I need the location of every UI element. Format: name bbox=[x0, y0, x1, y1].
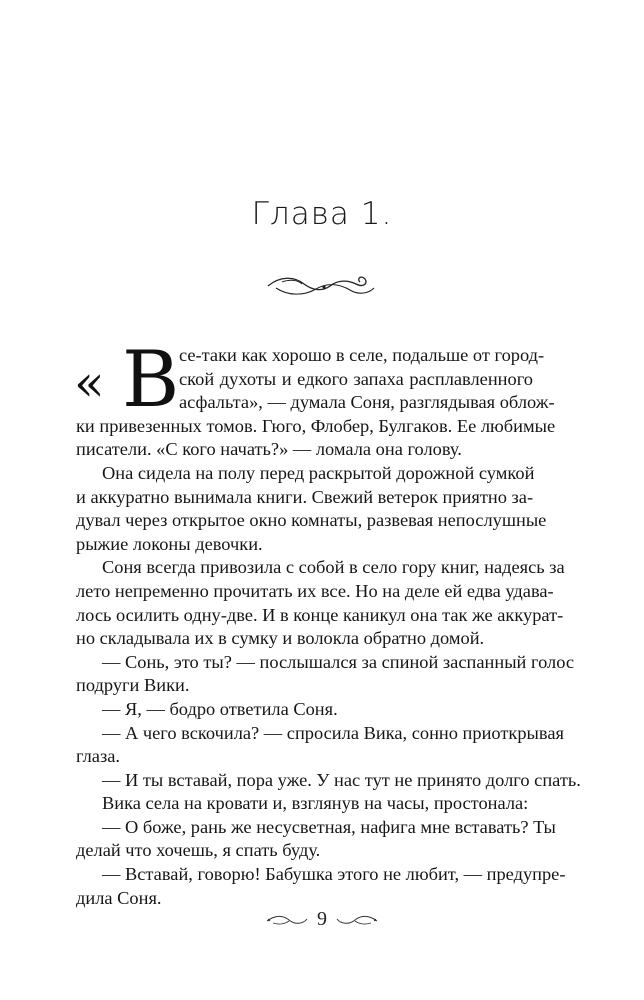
paragraph bbox=[76, 462, 547, 556]
text-line: Соня всегда привозила с собой в село гору книг, надеясь за bbox=[102, 557, 565, 578]
text-line: и аккуратно вынимала книги. Свежий ветерок приятно за- bbox=[76, 486, 534, 507]
paragraph bbox=[76, 556, 565, 650]
text-line: се-таки как хорошо в селе, подальше от город- bbox=[179, 345, 545, 365]
text-line: глаза. bbox=[76, 746, 120, 767]
text-line: лось осилить одну-две. И в конце каникул она так же аккурат- bbox=[76, 604, 564, 625]
text-line: асфальта», — думала Соня, разглядывая облож- bbox=[179, 392, 555, 413]
flourish-ornament-icon bbox=[264, 270, 378, 300]
text-line: Вика села на кровати и, взглянув на часы, простонала: bbox=[102, 793, 529, 814]
paragraph bbox=[76, 863, 566, 910]
paragraph bbox=[76, 722, 564, 769]
text-line: — А чего вскочила? — спросила Вика, сонно приоткрывая bbox=[102, 722, 564, 743]
text-line: дувал через открытое окно комнаты, развевая непослушные bbox=[76, 510, 547, 531]
text-line: подруги Вики. bbox=[76, 675, 190, 696]
page-number: 9 bbox=[317, 908, 327, 930]
text-line: ки привезенных томов. Гюго, Флобер, Булгаков. Ее любимые bbox=[76, 415, 556, 436]
text-line: делай что хочешь, я спать буду. bbox=[76, 840, 321, 861]
text-line: — Вставай, говорю! Бабушка этого не любит, — предупре- bbox=[102, 864, 566, 885]
text-line: дила Соня. bbox=[76, 887, 162, 908]
footer-flourish-right-icon bbox=[335, 913, 379, 927]
text-line: — О боже, рань же несусветная, нафига мне вставать? Ты bbox=[102, 816, 556, 837]
text-line: рыжие локоны девочки. bbox=[76, 533, 263, 554]
paragraph bbox=[76, 816, 556, 863]
paragraph bbox=[76, 651, 575, 698]
paragraph bbox=[76, 769, 581, 793]
text-line: — Я, — бодро ответила Соня. bbox=[102, 698, 338, 719]
folio-group bbox=[265, 908, 379, 931]
text-line: — И ты вставай, пора уже. У нас тут не принято долго спать. bbox=[102, 769, 581, 790]
dropcap-letter: В bbox=[122, 335, 180, 425]
dropcap-paragraph bbox=[74, 335, 555, 425]
footer-flourish-left-icon bbox=[265, 913, 309, 927]
dropcap-quote-mark: « bbox=[74, 354, 105, 412]
text-line: лето непременно прочитать их все. Но на деле ей едва удава- bbox=[76, 580, 554, 601]
dropcap-lines bbox=[179, 344, 555, 415]
chapter-title: Глава 1. bbox=[251, 196, 393, 232]
text-line: Она сидела на полу перед раскрытой дорожной сумкой bbox=[102, 462, 535, 483]
text-line: писатели. «С кого начать?» — ломала она голову. bbox=[76, 439, 462, 460]
paragraph bbox=[76, 698, 533, 722]
paragraph bbox=[76, 792, 533, 816]
page-footer bbox=[0, 908, 644, 936]
text-line: ской духоты и едкого запаха расплавленного bbox=[179, 368, 533, 389]
chapter-body bbox=[74, 335, 581, 910]
text-line: но складывала их в сумку и волокла обратно домой. bbox=[76, 628, 485, 649]
text-line: — Сонь, это ты? — послышался за спиной заспанный голос bbox=[102, 651, 575, 672]
